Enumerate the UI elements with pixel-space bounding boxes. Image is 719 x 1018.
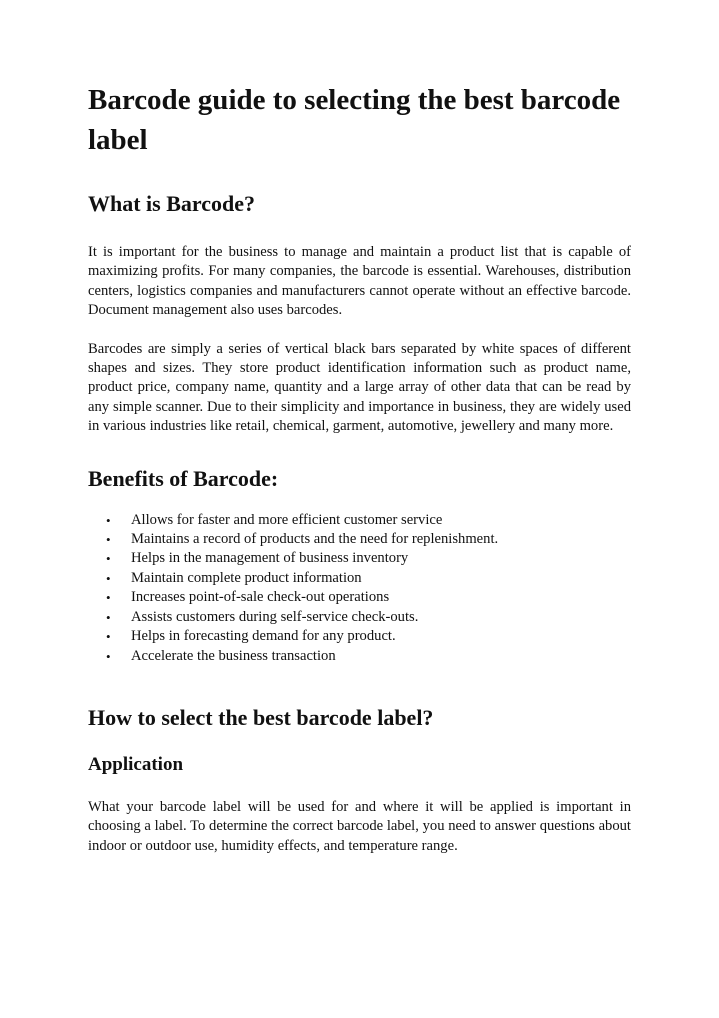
subsection-heading-application: Application [88,753,184,775]
list-item [106,608,631,627]
bullet-icon: • [106,629,111,645]
list-item-text: Allows for faster and more efficient customer service [131,511,443,528]
bullet-icon: • [106,590,111,606]
list-item [106,511,631,530]
list-item-text: Maintain complete product information [131,569,362,586]
list-item [106,647,631,666]
section-heading-benefits: Benefits of Barcode: [88,465,279,491]
bullet-icon: • [106,532,111,548]
list-item-text: Helps in the management of business inventory [131,550,409,567]
list-item-text: Increases point-of-sale check-out operations [131,589,390,606]
list-item [106,569,631,588]
paragraph-importance: It is important for the business to manage and maintain a product list that is capable of maximizing profits. For many companies, the barcode is essential. Warehouses, distribution centers, logistics companies and manufacturers cannot operate without an effective barcode. Document management also uses barcodes. [88,244,631,319]
benefits-list [88,511,631,666]
section-heading-how-to-select: How to select the best barcode label? [88,704,434,730]
list-item [106,588,631,607]
bullet-icon: • [106,609,111,625]
list-item [106,627,631,646]
list-item-text: Assists customers during self-service check-outs. [131,608,419,625]
list-item-text: Accelerate the business transaction [131,647,336,664]
list-item [106,549,631,568]
paragraph-application: What your barcode label will be used for and where it will be applied is important in choosing a label. To determine the correct barcode label, you need to answer questions about indoor or outdoor use, humidity effects, and temperature range. [88,798,631,854]
bullet-icon: • [106,512,111,528]
bullet-icon: • [106,648,111,664]
list-item [106,530,631,549]
paragraph-definition: Barcodes are simply a series of vertical black bars separated by white spaces of different shapes and sizes. They store product identification information such as product name, product price, company name, quantity and a large array of other data that can be read by any simple scanner. Due to their simplicity and importance in business, they are widely used in various industries like retail, chemical, garment, automotive, jewellery and many more. [88,340,631,435]
section-heading-what-is-barcode: What is Barcode? [88,191,256,216]
list-item-text: Helps in forecasting demand for any product. [131,628,396,645]
list-item-text: Maintains a record of products and the need for replenishment. [131,531,499,548]
bullet-icon: • [106,570,111,586]
document-title: Barcode guide to selecting the best barcode label [88,84,621,156]
bullet-icon: • [106,551,111,567]
